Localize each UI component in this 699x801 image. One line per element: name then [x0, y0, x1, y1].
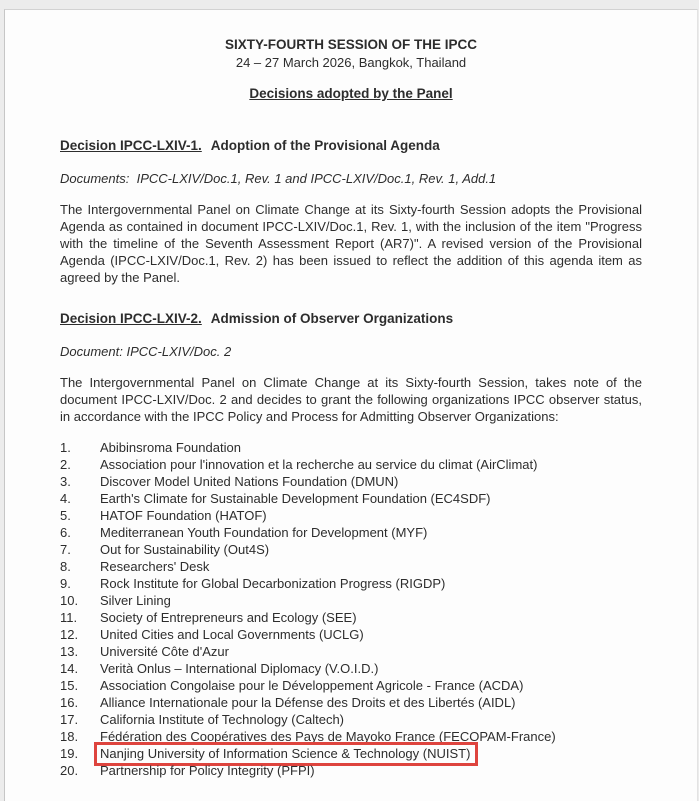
list-item — [60, 711, 642, 728]
list-item-name: Mediterranean Youth Foundation for Development (MYF) — [100, 525, 428, 540]
list-item-name: Verità Onlus – International Diplomacy (V.O.I.D.) — [100, 661, 379, 676]
list-item-name: Partnership for Policy Integrity (PFPI) — [100, 763, 315, 778]
decisions-adopted-heading: Decisions adopted by the Panel — [249, 86, 453, 101]
list-item-number: 6. — [60, 525, 71, 540]
list-item-name: Earth's Climate for Sustainable Development Foundation (EC4SDF) — [100, 491, 491, 506]
decision-1-heading — [60, 137, 642, 155]
list-item-name: Researchers' Desk — [100, 559, 210, 574]
list-item-number: 16. — [60, 695, 79, 710]
list-item-name: Silver Lining — [100, 593, 171, 608]
list-item — [60, 762, 642, 779]
list-item — [60, 473, 642, 490]
list-item-number: 19. — [60, 746, 79, 761]
list-item-name-wrapper — [100, 745, 642, 762]
list-item-number: 4. — [60, 491, 71, 506]
list-item-number: 12. — [60, 627, 79, 642]
decision-2-documents-line: Document: IPCC-LXIV/Doc. 2 — [60, 344, 232, 359]
decision-2-heading — [60, 310, 642, 328]
list-item — [60, 592, 642, 609]
list-item — [60, 507, 642, 524]
decision-1-title: Adoption of the Provisional Agenda — [210, 138, 440, 153]
list-item — [60, 524, 642, 541]
list-item — [60, 643, 642, 660]
list-item — [60, 694, 642, 711]
decision-2-title: Admission of Observer Organizations — [210, 311, 454, 326]
list-item-number: 11. — [60, 610, 78, 625]
list-item-number: 14. — [60, 661, 79, 676]
list-item-name: California Institute of Technology (Caltech) — [100, 712, 344, 727]
list-item — [60, 609, 642, 626]
list-item — [60, 575, 642, 592]
list-item-name: HATOF Foundation (HATOF) — [100, 508, 267, 523]
list-item — [60, 456, 642, 473]
list-item-name: Out for Sustainability (Out4S) — [100, 542, 270, 557]
list-item-number: 1. — [60, 440, 71, 455]
list-item-number: 13. — [60, 644, 79, 659]
list-item-name: Rock Institute for Global Decarbonization Progress (RIGDP) — [100, 576, 446, 591]
list-item-name: Abibinsroma Foundation — [100, 440, 241, 455]
list-item-number: 9. — [60, 576, 71, 591]
list-item-number: 2. — [60, 457, 71, 472]
session-dates-location: 24 – 27 March 2026, Bangkok, Thailand — [235, 55, 467, 70]
list-item-name: Association pour l'innovation et la recherche au service du climat (AirClimat) — [100, 457, 538, 472]
decision-1-number: Decision IPCC-LXIV-1. — [60, 138, 202, 153]
document-content — [5, 10, 697, 779]
decision-2-paragraph: The Intergovernmental Panel on Climate Change at its Sixty-fourth Session, takes note of the document IPCC-LXIV/Doc. 2 and decides to grant the following organizations IPCC observer status, in accordance with the IPCC Policy and Process for Admitting Observer Organizations: — [60, 375, 642, 424]
list-item-number: 18. — [60, 729, 79, 744]
list-item-number: 7. — [60, 542, 71, 557]
list-item-name: Nanjing University of Information Science & Technology (NUIST) — [100, 746, 471, 761]
list-item-highlighted — [60, 745, 642, 762]
list-item-number: 20. — [60, 763, 79, 778]
session-title: SIXTY-FOURTH SESSION OF THE IPCC — [224, 37, 478, 52]
list-item-name: Society of Entrepreneurs and Ecology (SEE) — [100, 610, 357, 625]
decision-1-paragraph: The Intergovernmental Panel on Climate Change at its Sixty-fourth Session adopts the Provisional Agenda as contained in document IPCC-LXIV/Doc.1, Rev. 1, with the inclusion of the item "Progress with the timeline of the Seventh Assessment Report (AR7)". A revised version of the Provisional Agenda (IPCC-LXIV/Doc.1, Rev. 2) has been issued to reflect the addition of this agenda item as agreed by the Panel. — [60, 202, 642, 285]
list-item — [60, 677, 642, 694]
list-item-name: Université Côte d'Azur — [100, 644, 229, 659]
observer-organizations-list — [60, 439, 642, 779]
decision-2-number: Decision IPCC-LXIV-2. — [60, 311, 202, 326]
list-item — [60, 558, 642, 575]
document-page — [4, 9, 698, 801]
list-item-name: Association Congolaise pour le Développement Agricole - France (ACDA) — [100, 678, 524, 693]
list-item-number: 10. — [60, 593, 79, 608]
list-item — [60, 541, 642, 558]
list-item-name: United Cities and Local Governments (UCLG) — [100, 627, 364, 642]
list-item — [60, 490, 642, 507]
list-item — [60, 660, 642, 677]
list-item-name: Discover Model United Nations Foundation (DMUN) — [100, 474, 399, 489]
list-item-number: 3. — [60, 474, 71, 489]
list-item-number: 5. — [60, 508, 71, 523]
list-item-number: 8. — [60, 559, 71, 574]
list-item-number: 17. — [60, 712, 79, 727]
list-item-name: Alliance Internationale pour la Défense des Droits et des Libertés (AIDL) — [100, 695, 516, 710]
list-item — [60, 439, 642, 456]
list-item — [60, 626, 642, 643]
list-item-name: Fédération des Coopératives des Pays de Mayoko France (FECOPAM-France) — [100, 729, 556, 744]
decision-1-documents-line: Documents: IPCC-LXIV/Doc.1, Rev. 1 and IPCC-LXIV/Doc.1, Rev. 1, Add.1 — [60, 171, 497, 186]
list-item-number: 15. — [60, 678, 79, 693]
